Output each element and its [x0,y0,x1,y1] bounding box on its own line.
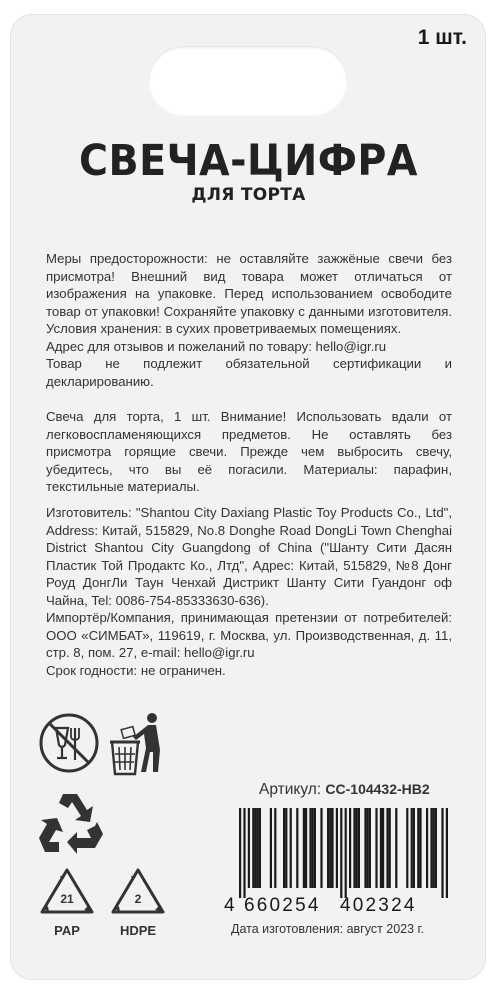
barcode-bar [254,808,256,888]
barcode-digits-left: 660254 [244,895,321,916]
barcode-bar [312,808,314,888]
barcode-bar [259,808,261,888]
barcode-bar [285,808,287,888]
barcode-bar [243,808,245,898]
recycling-code-number: 2 [134,892,142,906]
product-title: СВЕЧА-ЦИФРА [79,136,418,186]
barcode-bar [309,808,311,888]
barcode-bar [364,808,366,888]
barcode-bar [314,808,316,888]
barcode-bar [426,808,428,888]
barcode-digit-lead: 4 [224,895,235,916]
barcode-bar [345,808,347,898]
barcode-bar [329,808,331,888]
product-subtitle: ДЛЯ ТОРТА [191,185,306,205]
feedback-text: Адрес для отзывов и пожеланий по товару: hello@igr.ru [46,338,387,354]
barcode-bar [430,808,432,888]
not-food-icon [38,712,100,774]
barcode-digits-right: 402324 [340,895,417,916]
barcode-bar [413,808,415,888]
barcode-bar [353,808,355,888]
ean13-barcode [222,808,454,916]
barcode-bar [375,808,377,888]
barcode-bar [386,808,388,888]
barcode-bar [406,808,408,888]
barcode-bar [320,808,322,888]
recycle-icon [35,790,105,856]
barcode-bar [296,808,298,888]
manufacture-date: Дата изготовления: август 2023 г. [231,922,425,936]
hang-hole [148,46,348,116]
barcode-bar [356,808,358,888]
barcode-bar [417,808,419,888]
barcode-bar [358,808,360,888]
barcode-bar [433,808,435,888]
barcode-bar [239,808,241,898]
barcode-bar [382,808,384,888]
article-label: Артикул: [259,781,322,798]
importer-text: Импортёр/Компания, принимающая претензии от потребителей: ООО «СИМБАТ», 119619, г. Москва, ул. Производственная, д. 11, стр. 8, пом. 27, e-mail: hello@igr.ru [46,610,452,660]
barcode-bar [248,808,250,888]
recycling-code-number: 21 [60,892,74,906]
barcode-bar [327,808,329,888]
barcode-bar [369,808,371,888]
barcode-bar [305,808,307,888]
barcode-bar [349,808,351,888]
recycling-code-label: HDPE [119,923,157,938]
barcode-bar [283,808,285,888]
barcode-bar [435,808,437,888]
barcode-bar [367,808,369,888]
barcode-bar [331,808,333,888]
shelf-life-text: Срок годности: не ограничен. [46,662,226,678]
warning-block [46,250,452,390]
barcode-bar [270,808,272,888]
manufacturer-block [46,504,452,679]
barcode-bar [380,808,382,888]
article-code: CC-104432-HB2 [325,781,430,797]
barcode-bar [257,808,259,888]
description-block [46,408,452,496]
description-text: Свеча для торта, 1 шт. Внимание! Использовать вдали от легковоспламеняющихся предметов. Не оставлять без присмотра горящие свечи. Прежде чем выбросить свечу, убедитесь, что вы её погасили. Материалы: парафин, текстильные материалы. [46,409,452,494]
barcode-bar [419,808,421,888]
article-line [259,781,430,799]
manufacturer-text: Изготовитель: "Shantou City Daxiang Plastic Toy Products Co., Ltd", Address: Китай, 515829, No.8 Donghe Road DongLi Town Chenghai District Shantou City Guangdong of China ("Шанту Сити Дасян Пластик Той Продактс Ко., Лтд", Адрес: Китай, 515829, №8 Донг Роуд ДонгЛи Таун Ченхай Дистрикт Шанту Сити Гуандонг оф Чайна, Tel: 0086-754-85333630-636). [46,505,452,608]
certification-text: Товар не подлежит обязательной сертификации и декларированию. [46,356,452,389]
barcode-bar [274,808,276,888]
recycling-code-label: PAP [54,923,80,938]
barcode-bar [395,808,397,888]
barcode-bar [303,808,305,888]
barcode-bar [446,808,448,898]
barcode-bar [389,808,391,888]
barcode-bar [340,808,342,898]
barcode-bar [441,808,443,898]
barcode-bar [252,808,254,888]
quantity-label: 1 шт. [417,26,467,49]
warning-text: Меры предосторожности: не оставляйте зажжёные свечи без присмотра! Внешний вид товара может отличаться от изображения на упаковке. Перед использованием освободите товар от упаковки! Сохраняйте упаковку с данными изготовителя. Условия хранения: в сухих проветриваемых помещениях. [46,251,452,336]
barcode-bar [336,808,338,888]
barcode-bar [290,808,292,888]
barcode-bar [411,808,413,888]
dispose-in-bin-icon [108,710,168,776]
